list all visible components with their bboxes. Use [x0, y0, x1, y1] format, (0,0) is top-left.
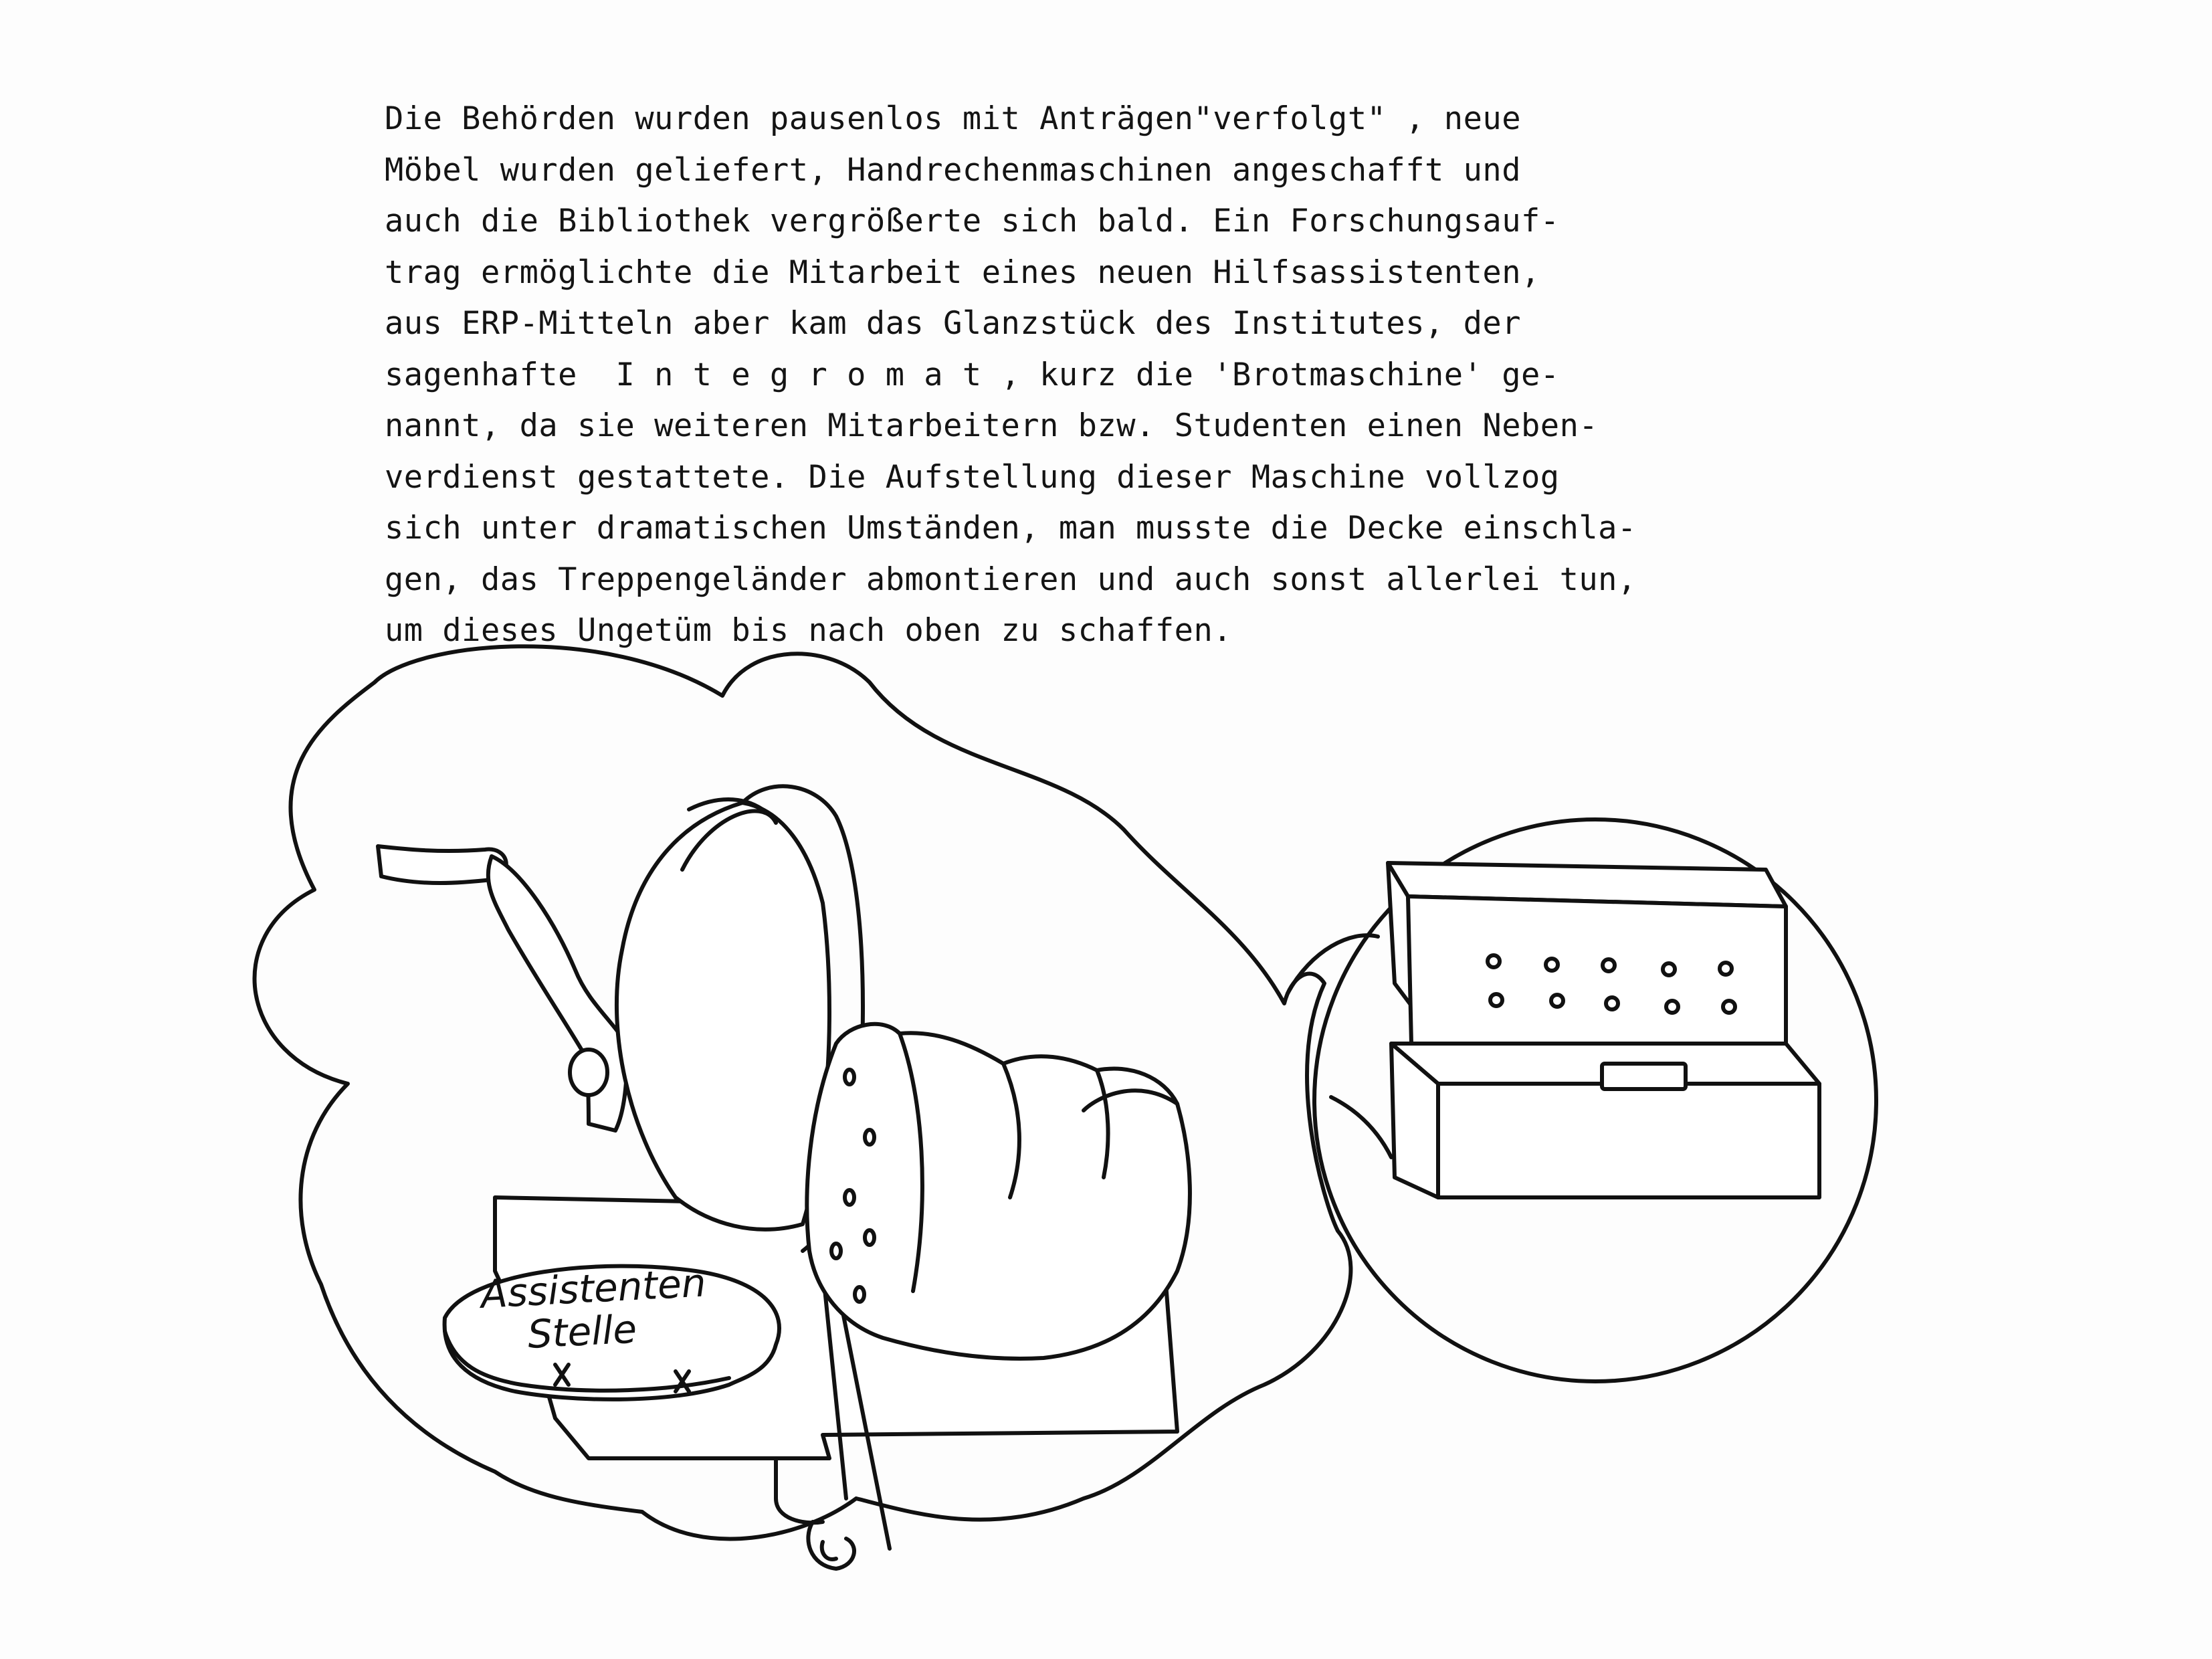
text-line-8: verdienst gestattete. Die Aufstellung dieser Maschine vollzog — [385, 458, 1560, 496]
text-line-3: auch die Bibliothek vergrößerte sich bald. Ein Forschungsauf- — [385, 203, 1560, 239]
bread-loaf — [807, 1024, 1190, 1359]
bubble-connector — [1288, 935, 1378, 993]
bread-slice — [445, 1260, 779, 1399]
crank-handle — [378, 846, 627, 1131]
text-line-10: gen, das Treppengeländer abmontieren und auch sonst allerlei tun, — [385, 561, 1637, 598]
text-line-5: aus ERP-Mitteln aber kam das Glanzstück des Institutes, der — [385, 305, 1521, 342]
text-line-9: sich unter dramatischen Umständen, man musste die Decke einschla- — [385, 510, 1637, 547]
integromat-machine — [1388, 863, 1819, 1197]
text-line-2: Möbel wurden geliefert, Handrechenmaschinen angeschafft und — [385, 151, 1521, 189]
text-line-11: um dieses Ungetüm bis nach oben zu schaffen. — [385, 612, 1233, 649]
text-line-1: Die Behörden wurden pausenlos mit Anträgen"verfolgt" , neue — [385, 100, 1521, 137]
bubble-connector-lower — [1331, 1097, 1391, 1157]
text-line-7: nannt, da sie weiteren Mitarbeitern bzw. Studenten einen Neben- — [385, 407, 1599, 444]
bread-slice-label-line2: Stelle — [526, 1306, 638, 1357]
bread-slice-label-line1: Assistenten — [480, 1260, 708, 1317]
text-line-4: trag ermöglichte die Mitarbeit eines neuen Hilfsassistenten, — [385, 254, 1540, 291]
text-line-6: sagenhafte I n t e g r o m a t , kurz die 'Brotmaschine' ge- — [385, 356, 1560, 393]
